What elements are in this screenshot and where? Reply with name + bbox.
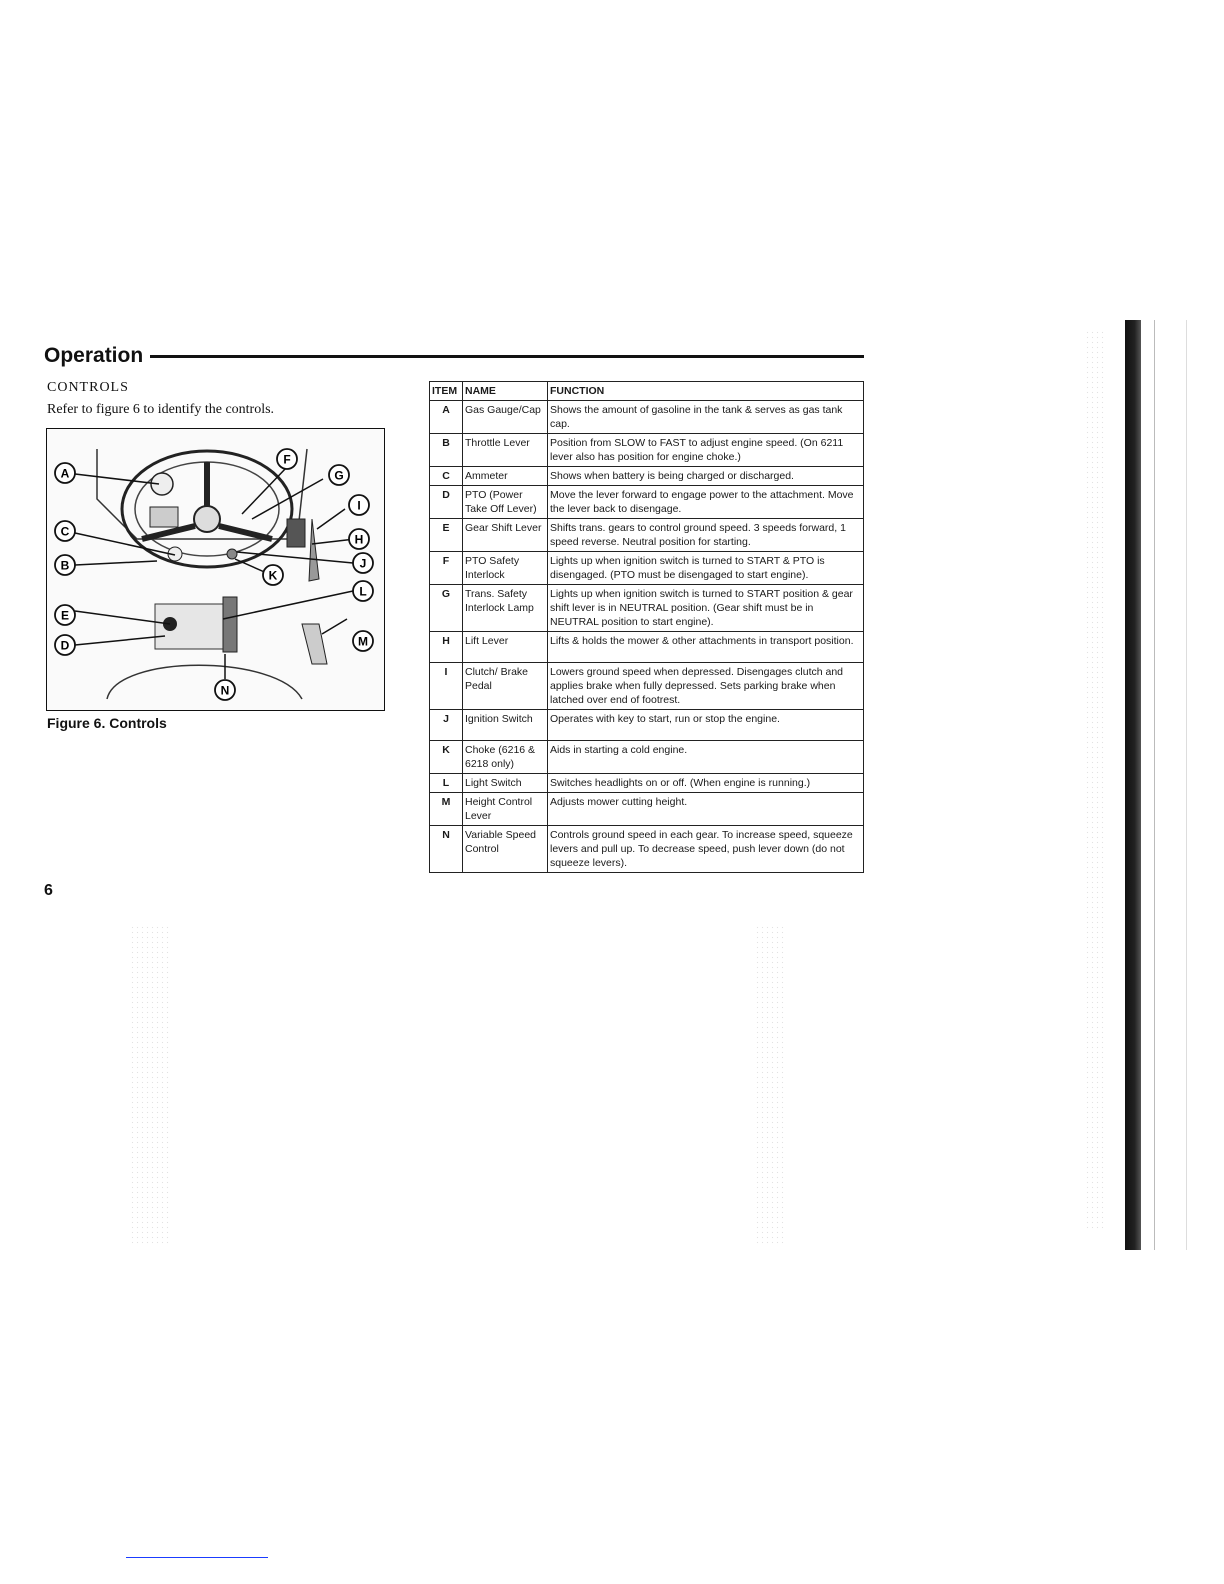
table-row xyxy=(430,663,864,710)
table-row xyxy=(430,632,864,663)
row-function: Move the lever forward to engage power to the attachment. Move the lever back to disengage. xyxy=(548,486,864,519)
table-row xyxy=(430,741,864,774)
row-item: H xyxy=(430,632,463,663)
row-name: Ammeter xyxy=(463,467,548,486)
callout-label: C xyxy=(60,524,70,539)
row-item: G xyxy=(430,585,463,632)
table-row xyxy=(430,519,864,552)
figure-caption: Figure 6. Controls xyxy=(47,715,167,731)
row-item: I xyxy=(430,663,463,710)
row-name: Gear Shift Lever xyxy=(463,519,548,552)
scan-edge-line xyxy=(1154,320,1155,1250)
table-header-row xyxy=(430,382,864,401)
scan-speckle xyxy=(755,925,785,1245)
row-function: Aids in starting a cold engine. xyxy=(548,741,864,774)
callout-label: F xyxy=(283,452,291,467)
table-row xyxy=(430,793,864,826)
title-rule xyxy=(150,355,864,358)
row-function: Lights up when ignition switch is turned to START & PTO is disengaged. (PTO must be disengaged to start engine). xyxy=(548,552,864,585)
row-function: Position from SLOW to FAST to adjust engine speed. (On 6211 lever also has position for engine choke.) xyxy=(548,434,864,467)
callout-label: I xyxy=(357,498,361,513)
table-row xyxy=(430,401,864,434)
callout-label: M xyxy=(358,634,368,649)
callout-label: K xyxy=(268,568,278,583)
table-row xyxy=(430,826,864,873)
row-item: N xyxy=(430,826,463,873)
row-name: Choke (6216 & 6218 only) xyxy=(463,741,548,774)
callout-label: L xyxy=(359,584,367,599)
section-title: Operation xyxy=(44,344,144,367)
controls-figure xyxy=(46,428,385,711)
table-row xyxy=(430,774,864,793)
row-function: Lifts & holds the mower & other attachments in transport position. xyxy=(548,632,864,663)
scan-speckle xyxy=(1085,330,1105,1230)
bottom-rule xyxy=(126,1557,268,1558)
row-item: A xyxy=(430,401,463,434)
row-name: PTO Safety Interlock xyxy=(463,552,548,585)
table-row xyxy=(430,585,864,632)
row-function: Shows the amount of gasoline in the tank & serves as gas tank cap. xyxy=(548,401,864,434)
table-row xyxy=(430,710,864,741)
row-function: Shows when battery is being charged or discharged. xyxy=(548,467,864,486)
callout-label: J xyxy=(359,556,367,571)
row-item: L xyxy=(430,774,463,793)
row-item: K xyxy=(430,741,463,774)
callout-label: B xyxy=(60,558,70,573)
row-function: Operates with key to start, run or stop the engine. xyxy=(548,710,864,741)
callout-label: D xyxy=(60,638,70,653)
row-name: Gas Gauge/Cap xyxy=(463,401,548,434)
row-name: Ignition Switch xyxy=(463,710,548,741)
table-row xyxy=(430,467,864,486)
row-name: Clutch/ Brake Pedal xyxy=(463,663,548,710)
header-function: FUNCTION xyxy=(548,382,864,401)
section-subtitle: CONTROLS xyxy=(47,380,129,395)
row-name: PTO (Power Take Off Lever) xyxy=(463,486,548,519)
scan-edge-bar xyxy=(1125,320,1141,1250)
row-item: B xyxy=(430,434,463,467)
callout-label: G xyxy=(334,468,344,483)
row-name: Height Control Lever xyxy=(463,793,548,826)
row-item: D xyxy=(430,486,463,519)
row-function: Switches headlights on or off. (When engine is running.) xyxy=(548,774,864,793)
callout-label: A xyxy=(60,466,70,481)
controls-table xyxy=(429,381,864,873)
controls-illustration xyxy=(47,429,384,710)
callout-label: H xyxy=(354,532,364,547)
row-item: C xyxy=(430,467,463,486)
page-number: 6 xyxy=(44,882,53,899)
table-row xyxy=(430,434,864,467)
table-row xyxy=(430,552,864,585)
row-function: Controls ground speed in each gear. To increase speed, squeeze levers and pull up. To decrease speed, push lever down (do not squeeze levers). xyxy=(548,826,864,873)
row-function: Shifts trans. gears to control ground speed. 3 speeds forward, 1 speed reverse. Neutral position for starting. xyxy=(548,519,864,552)
header-item: ITEM xyxy=(430,382,463,401)
row-name: Lift Lever xyxy=(463,632,548,663)
row-item: J xyxy=(430,710,463,741)
table-row xyxy=(430,486,864,519)
row-function: Lowers ground speed when depressed. Disengages clutch and applies brake when fully depressed. Sets parking brake when latched over end of footrest. xyxy=(548,663,864,710)
callout-label: E xyxy=(60,608,70,623)
scan-edge-line xyxy=(1186,320,1187,1250)
row-name: Throttle Lever xyxy=(463,434,548,467)
row-item: F xyxy=(430,552,463,585)
row-function: Adjusts mower cutting height. xyxy=(548,793,864,826)
intro-text: Refer to figure 6 to identify the controls. xyxy=(47,402,275,417)
row-item: M xyxy=(430,793,463,826)
row-item: E xyxy=(430,519,463,552)
row-name: Variable Speed Control xyxy=(463,826,548,873)
row-name: Trans. Safety Interlock Lamp xyxy=(463,585,548,632)
row-name: Light Switch xyxy=(463,774,548,793)
row-function: Lights up when ignition switch is turned to START position & gear shift lever is in NEUTRAL position. (Gear shift must be in NEUTRAL position to start engine). xyxy=(548,585,864,632)
header-name: NAME xyxy=(463,382,548,401)
callout-label: N xyxy=(220,683,230,698)
scan-speckle xyxy=(130,925,170,1245)
